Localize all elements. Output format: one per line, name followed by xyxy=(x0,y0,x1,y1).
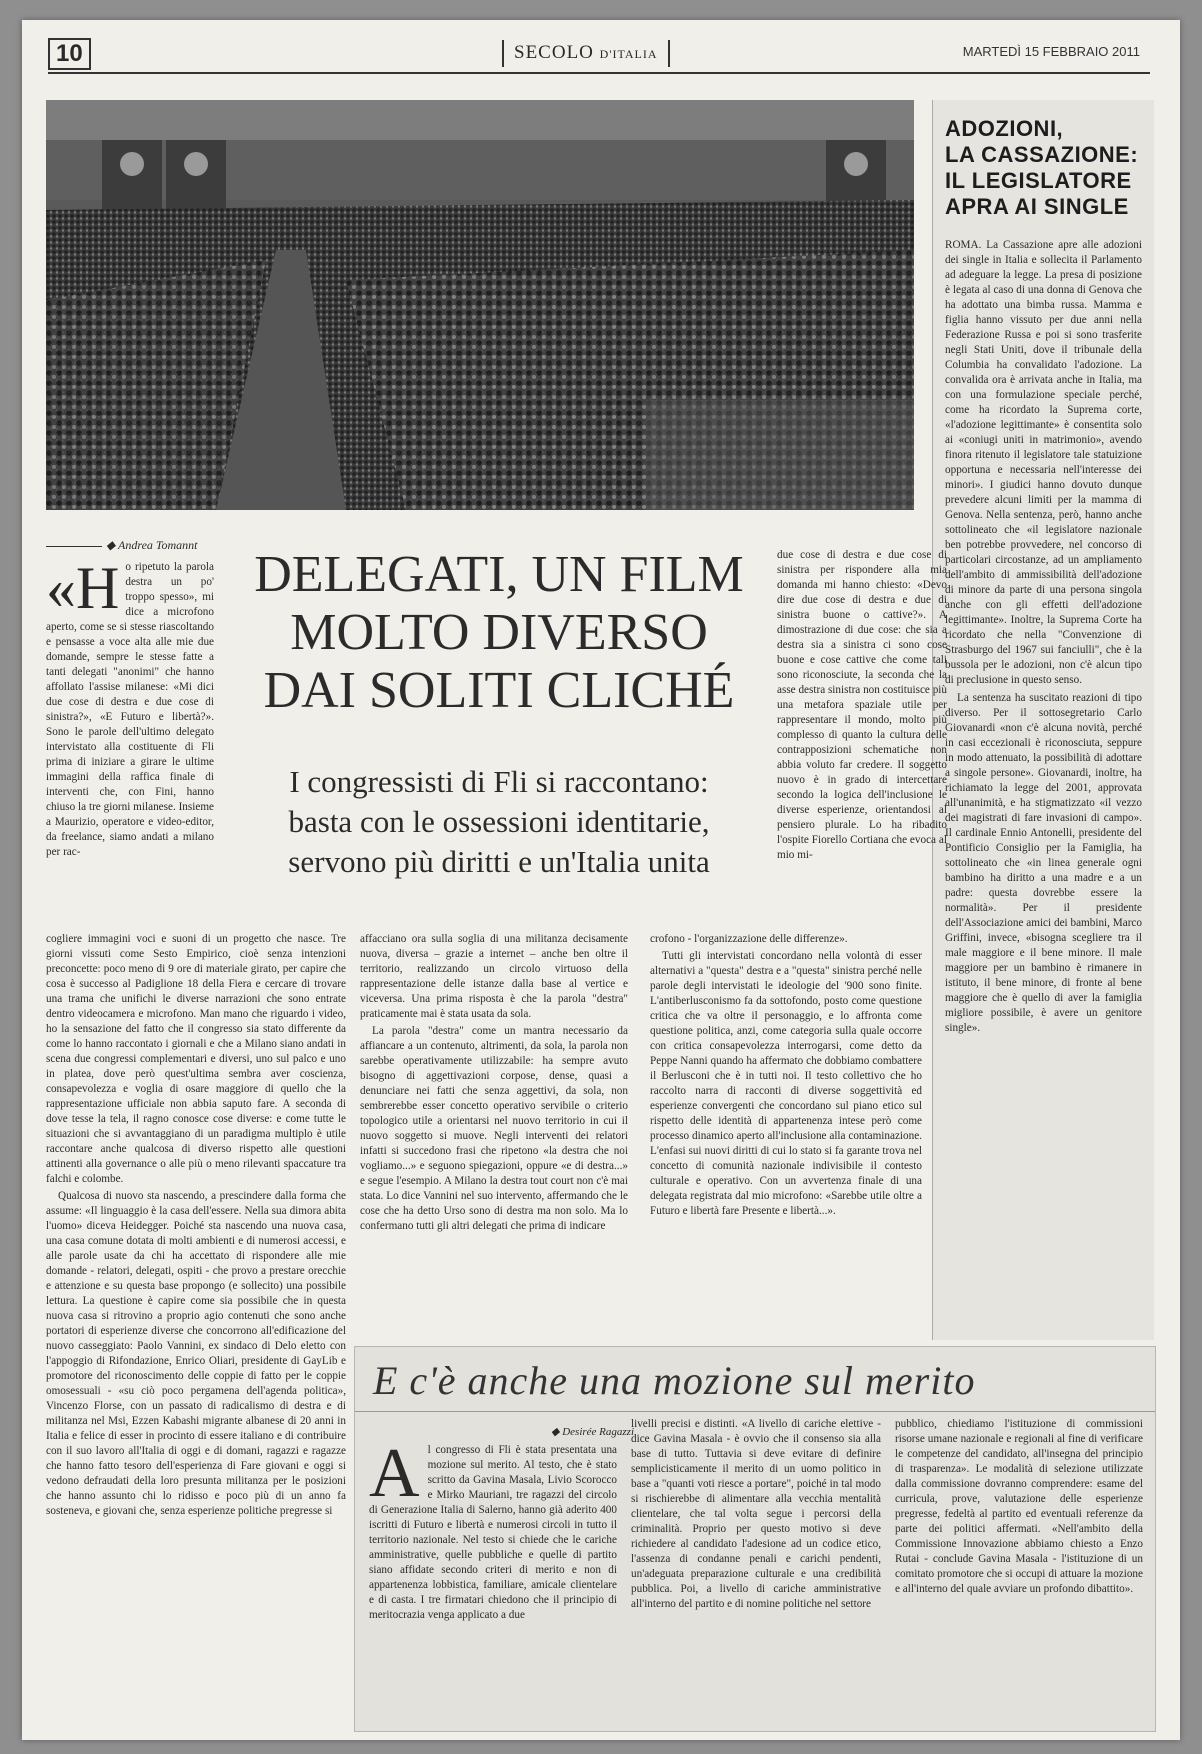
deck-line: I congressisti di Fli si raccontano: xyxy=(289,764,709,799)
headline-line: DAI SOLITI CLICHÉ xyxy=(263,662,735,719)
article-paragraph: Qualcosa di nuovo sta nascendo, a prescindere dalla forma che assume: «Il linguaggio è la casa dell'essere. Nella sua dimora abita l'uomo» diceva Heidegger. Poiché sta nascendo una nuova casa, una casa comune dotata di molti ambienti e di numerosi accessi, e alle parole usate da chi ha accettato di rispondere alle mie domande - relatori, delegati, ospiti - che provo a prestare orecchie e attenzione e su questa base propongo (e sollecito) una possibile lettura. La questione è capire come sia possibile che in questa nuova casa si ritrovino a proprio agio contenuti che sono anche portatori di esperienze diverse che concorrono all'edificazione del nuovo casseggiato: Paolo Vannini, ex sindaco di Delo eletto con l'appoggio di Rifondazione, Enrico Oliari, presidente di GayLib e promotore del riconoscimento delle coppie di fatto per le coppie omosessuali - «su ciò poco pergamena dell'agenda politica», Vincenzo Florse, con un passato di radicalismo di destra e di militanza nel Msi, Ezzen Kabashi migrante albanese di 20 anni in Italia e felice di esser in procinto di essere italiano e di contribuire con il suo lavoro all'Italia di oggi e di domani, ragazzi e ragazze che hanno fatto tesoro dell'esperienza di Fare giovani e oggi si vedono defraudati della loro presunta militanza per le posizioni che hanno assunto chi lo ridisso e poco più di un anno fa sosteneva, e giovani che, senza esperienze politiche pregresse si xyxy=(46,1190,346,1517)
congress-photo xyxy=(46,100,914,510)
sidebar-article xyxy=(932,100,1154,1340)
article-column-2 xyxy=(777,548,947,928)
crowd-photo-illustration xyxy=(46,100,914,510)
article-column-5 xyxy=(650,932,922,1352)
deck-line: servono più diritti e un'Italia unita xyxy=(288,844,710,879)
article-column-1 xyxy=(46,560,214,930)
headline-line: MOLTO DIVERSO xyxy=(290,604,708,661)
article-paragraph: o ripetuto la parola destra un po' troppo spesso», mi dice a microfono aperto, come se si stesse riascoltando e pensasse a voce alta alle mie due domande, sempre le stesse fatte a tanti delegati "anonimi" che hanno affollato l'assise milanese: «Mi dici due cose di destra e due cose di sinistra?», «E Futuro e libertà?». Sono le parole dell'ultimo delegato intervistato alla costituente di Fli prima di iniziare a girare le ultime immagini della raffica finale di interventi che, con Fini, hanno chiuso la tre giorni milanese. Insieme a Maurizio, operatore e video-editor, da freelance, siamo andati a milano per rac- xyxy=(46,561,214,858)
header-rule xyxy=(48,72,1150,74)
sidebar-paragraph: La sentenza ha suscitato reazioni di tipo diverso. Per il sottosegretario Carlo Giovanardi «non c'è alcuna novità, perché in casi eccezionali è riconosciuta, seppure in modo attenuato, la possibilità di adottare a singole persone». Giovanardi, inoltre, ha richiamato la legge del 2001, approvata all'unanimità, e ha stigmatizzato «il vezzo dei magistrati di fare invasioni di campo». Il cardinale Ennio Antonelli, presidente del Pontificio Consiglio per la Famiglia, ha sottolineato che «in linea generale ogni bambino ha diritto a una madre e a un padre: questa dovrebbe essere la normalità». Per il presidente dell'Associazione amici dei bambini, Marco Griffini, invece, «bisogna scegliere tra il male maggiore e il bene minore. Il male maggiore per un bambino è rimanere in istituto, il bene minore, di fronte al bene maggiore che è quello di aver la famiglia migliore possibile, è avere un genitore single». xyxy=(945,692,1142,1034)
article-deck xyxy=(234,762,764,882)
box-paragraph: pubblico, chiediamo l'istituzione di commissioni risorse umane nazionale e regionali al fine di verificare le competenze del candidato, all'insegna del principio di trasparenza». Le modalità di selezione utilizzate dalla commissione dovranno comprendere: esame del curricula, prove, valutazione delle esperienze pregresse, fedeltà al partito ed eventuali referenze da parte dei politici affermati. «Nell'ambito della Commissione Innovazione abbiamo chiesto a Enzo Rutai - conclude Gavina Masala - l'istituzione di un comitato promotore che si occupi di attuare la mozione e all'interno del quale avviare un profondo dibattito». xyxy=(895,1418,1143,1595)
sidebar-headline-line: LA CASSAZIONE: xyxy=(945,142,1139,167)
box-dropcap: A xyxy=(369,1443,420,1512)
byline-rule xyxy=(46,546,102,547)
byline-diamond-icon: ◆ xyxy=(551,1426,563,1438)
box-column-1 xyxy=(369,1443,617,1723)
box-byline-author: Desirée Ragazzi xyxy=(562,1426,635,1438)
dropcap: «H xyxy=(46,560,120,621)
article-column-4 xyxy=(360,932,628,1372)
masthead-small: D'ITALIA xyxy=(599,47,658,61)
sidebar-headline-line: ADOZIONI, xyxy=(945,116,1064,141)
byline-diamond-icon: ◆ xyxy=(106,538,116,552)
newspaper-page xyxy=(22,20,1180,1740)
box-rule xyxy=(355,1411,1155,1412)
byline-author: Andrea Tomannt xyxy=(118,538,198,552)
article-headline xyxy=(234,546,764,720)
sidebar-body xyxy=(945,238,1142,1036)
article-paragraph: crofono - l'organizzazione delle differenze». xyxy=(650,933,848,945)
article-paragraph: La parola "destra" come un mantra necessario da affiancare a un contenuto, altrimenti, da sola, la parola non sarebbe operativamente utilizzabile: ha sempre avuto bisogno di aggettivazioni corpose, dense, quasi a denunciare nei fatti che senza aggettivi, da sola, non sembrerebbe esser concetto operativo servibile o criterio topologico utile a orientarsi nel nuovo territorio in cui il nuovo soggetto si muove. Negli interventi dei relatori infatti si succedono frasi che ripetono «la destra che noi vogliamo...» e seguono spiegazioni, oppure «e di destra...» e segue l'esempio. A Milano la destra tout court non c'è mai stata. Lo dice Vannini nel suo intervento, affermando che le cose che ha detto Urso sono di destra ma non solo. Ma lo confermano tutti gli altri delegati che prima di indicare xyxy=(360,1025,628,1232)
box-headline: E c'è anche una mozione sul merito xyxy=(373,1358,976,1403)
headline-line: DELEGATI, UN FILM xyxy=(254,546,744,603)
article-column-3 xyxy=(46,932,346,1730)
merit-motion-box xyxy=(354,1346,1156,1732)
sidebar-headline-line: APRA AI SINGLE xyxy=(945,194,1129,219)
issue-date: MARTEDÌ 15 FEBBRAIO 2011 xyxy=(962,44,1140,59)
deck-line: basta con le ossessioni identitarie, xyxy=(288,804,710,839)
sidebar-headline xyxy=(945,116,1142,220)
page-number: 10 xyxy=(48,38,91,70)
sidebar-paragraph: ROMA. La Cassazione apre alle adozioni dei single in Italia e sollecita il Parlamento ad adeguare la legge. La presa di posizione è legata al caso di una donna di Genova che ha adottato una bimba russa. Mamma e figlia hanno vissuto per due anni nella Federazione Russa e poi si sono trasferite negli Stati Uniti, dove il tribunale della Columbia ha convalidato l'adozione. La convalida ora è arrivata anche in Italia, ma con una formulazione speciale perché, come ha ricordato la Suprema corte, «l'adozione legittimante» è consentita solo ai «coniugi uniti in matrimonio», avendo finora ritenuto il legislatore tale statuizione opportuna e necessaria nell'interesse dei minori». I giudici hanno dovuto dunque prevedere alcuni limiti per la mamma di Genova. Nella sentenza, però, hanno anche sottolineato che «il legislatore nazionale ben potrebbe provvedere, nel concorso di particolari circostanze, ad un ampliamento dell'ambito di ammissibilità dell'adozione di minore da parte di una persona singola anche con gli effetti dell'adozione legittimante». Inoltre, la Suprema Corte ha ricordato che nella "Convenzione di Strasburgo del 1967 sui fanciulli", che è la bussola per le adozioni, non c'è alcun tipo di preclusione in questo senso. xyxy=(945,239,1142,686)
box-column-3 xyxy=(895,1417,1143,1723)
article-byline xyxy=(46,538,197,553)
masthead xyxy=(502,40,670,67)
article-paragraph: Tutti gli intervistati concordano nella volontà di esser alternativi a "questa" destra e a "questa" sinistra perché nelle parole degli intervistati le ideologie del '900 sono finite. L'antiberlusconismo fa da sottofondo, posto come questione critica che va oltre il personaggio, e lo affronta come questione politica, anzi, come categoria sulla quale occorre con critica consapevolezza interrogarsi, come detto da Peppe Nanni quando ha affermato che dobbiamo combattere il Berlusconi che è in tutti noi. Il testo collettivo che ho raccolto narra di racconti di diverse soggettività ed esperienze convergenti che concordano sul piano etico sul rispetto delle identità di appartenenza intese però come processo dinamico aperto all'inclusione alla contaminazione. L'enfasi sui nuovi diritti di cui lo stato si fa garante trova nel concetto di comunità nazionale indivisibile il contesto culturale e operativo. Con un avvertenza finale di una delegata registrata dal mio microfono: «Sarebbe utile oltre a Futuro e libertà fare Presente e libertà...». xyxy=(650,950,922,1217)
box-paragraph: livelli precisi e distinti. «A livello di cariche elettive - dice Gavina Masala - è ovvio che il consenso sia alla base di tutto. Tuttavia si deve evitare di definire semplicisticamente il merito di un uomo politico in base a "quanti voti riesce a portare", poiché in tal modo si rischierebbe di alimentare alla vecchia mentalità clientelare, che tal volta segue i percorsi della criminalità. Proprio per questo motivo si deve richiedere al candidato l'adesione ad un codice etico, l'assenza di condanne penali e carichi pendenti, un'adeguata preparazione culturale e una credibilità pubblica. Poi, a livello di cariche amministrative all'interno del partito e di nomine politiche nel settore xyxy=(631,1418,881,1610)
masthead-main: SECOLO xyxy=(514,42,594,63)
article-paragraph: cogliere immagini voci e suoni di un progetto che nasce. Tre giorni vissuti come Sesto Empirico, cioè senza intenzioni preconcette: poco meno di 9 ore di materiale girato, per capire che cosa è successo al Padiglione 18 della Fiera e cercare di trovare una trama che unifichi le diverse narrazioni che sono entrate dentro videocamera e microfono. Man mano che riguardo i video, ho la sensazione del fatto che il congresso sia stato differente da come lo hanno raccontato i giornali e che a Milano siano andati in scena due congressi complementari e diversi, uno sul palco e uno in platea, dove però quest'ultima sembra aver coscienza, consapevolezza e voglia di osare maggiore di quello che la rappresentazione ufficiale non abbia saputo fare. A seconda di dove tesse la tela, il ragno conosce cose diverse: e come tutte le situazioni che si avvantaggiano di un paradigma multiplo è utile raccontare anche qualcosa di diverso rispetto alle questioni attinenti alla governance o alle più o meno rilevanti spaccature tra falchi e colombe. xyxy=(46,933,346,1185)
article-paragraph: due cose di destra e due cose di sinistra per rispondere alla mia domanda mi hanno chiesto: «Devo dire due cose di destra e due di sinistra buone o cattive?». A dimostrazione di due cose: che sia a destra sia a sinistra ci sono cose buone e cose cattive che come tali sono riconosciute, la seconda che la asse destra sinistra non costituisce più una metafora spaziale utile per rappresentare il mondo, molto più complesso di quanto la cultura delle contrapposizioni schematiche non abbia voluto far credere. Il soggetto nuovo è in grado di intercettare secondo la logica dell'inclusione le diverse esperienze, orientandosi al pensiero plurale. Lo ha ribadito l'ospite Fiorello Cortiana che evoca al mio mi- xyxy=(777,549,947,861)
article-paragraph: affacciano ora sulla soglia di una militanza decisamente nuova, diversa – grazie a internet – anche ben oltre il territorio, realizzando un circolo virtuoso della rappresentazione delle istanze dalla base al vertice e viceversa. Una prima risposta è che la parola "destra" praticamente mai è stata usata da sola. xyxy=(360,933,628,1020)
box-paragraph: l congresso di Fli è stata presentata una mozione sul merito. Al testo, che è stato scritto da Gavina Masala, Livio Scorocco e Mirko Mauriani, tre ragazzi del circolo di Generazione Italia di Salerno, hanno già aderito 400 iscritti di Futuro e libertà e numerosi circoli in tutto il territorio nazionale. Nel testo si chiede che le cariche amministrative, quelle pubbliche e quelle di partito siano affidate secondo criteri di merito e non di appartenenza lobbistica, familiare, amicale clientelare e di casta. I tre firmatari chiedono che il principio di meritocrazia venga applicato a due xyxy=(369,1444,617,1621)
box-byline xyxy=(551,1425,634,1438)
box-column-2 xyxy=(631,1417,881,1723)
sidebar-headline-line: IL LEGISLATORE xyxy=(945,168,1132,193)
